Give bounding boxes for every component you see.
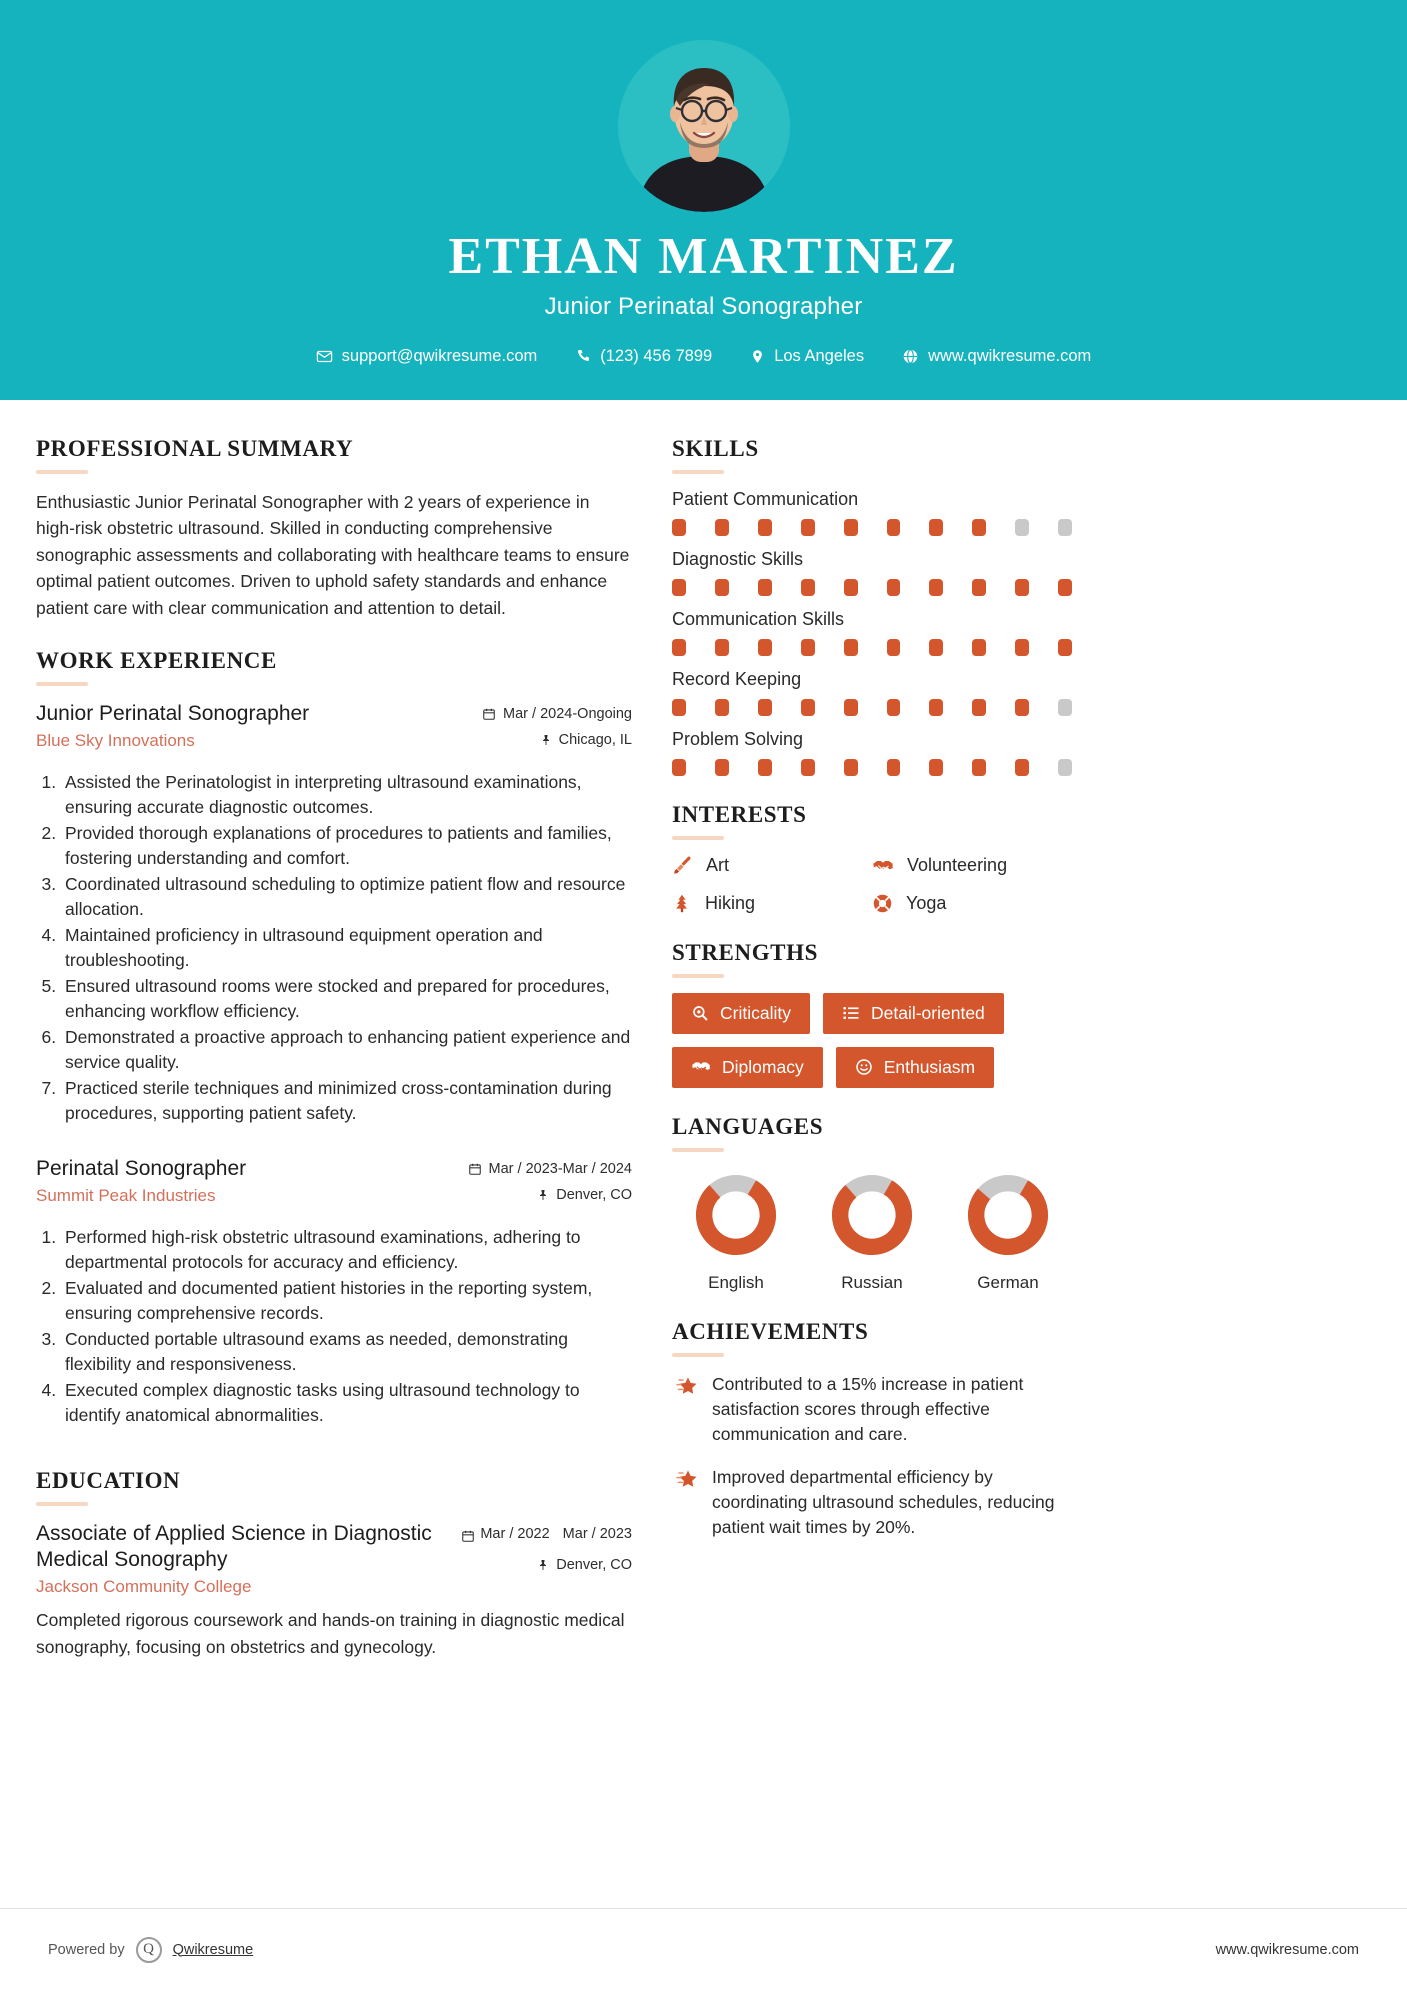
skill-dot	[1015, 759, 1029, 776]
footer-url: www.qwikresume.com	[1215, 1941, 1359, 1958]
skill-dot	[758, 519, 772, 536]
experience-entry	[36, 1156, 632, 1428]
skill-dot	[715, 639, 729, 656]
education-entry	[36, 1521, 632, 1660]
job-dates	[457, 706, 632, 722]
language-item	[948, 1173, 1068, 1293]
job-bullet: 1. Performed high-risk obstetric ultrasound examinations, adhering to departmental protocols for accuracy and efficiency.	[61, 1225, 632, 1275]
education-date-start: Mar / 2022	[480, 1525, 550, 1542]
powered-by-block	[48, 1937, 253, 1963]
skill-dot	[929, 639, 943, 656]
globe-icon	[902, 348, 919, 365]
job-location	[457, 1187, 632, 1203]
skill-label: Communication Skills	[672, 608, 845, 629]
section-achievements	[672, 1319, 1072, 1541]
list-icon	[842, 1004, 860, 1022]
skill-item	[672, 489, 1072, 536]
job-dates-text: Mar / 2024-Ongoing	[503, 705, 632, 722]
left-column	[36, 436, 632, 1686]
job-bullet: 6. Demonstrated a proactive approach to enhancing patient experience and service quality.	[61, 1025, 632, 1075]
job-bullets	[36, 1225, 632, 1428]
language-item	[812, 1173, 932, 1293]
skill-rating	[672, 639, 1072, 656]
skill-rating	[672, 519, 1072, 536]
job-location-text: Chicago, IL	[558, 731, 632, 748]
skill-dot	[672, 759, 686, 776]
skill-dot	[972, 639, 986, 656]
skill-dot	[972, 759, 986, 776]
strength-label: Diplomacy	[722, 1056, 804, 1077]
skill-dot	[844, 639, 858, 656]
section-interests	[672, 802, 1072, 914]
handshake-icon	[691, 1057, 711, 1077]
section-title-skills: SKILLS	[672, 435, 759, 461]
skill-dot	[887, 699, 901, 716]
strength-label: Detail-oriented	[870, 1002, 985, 1023]
section-rule	[36, 470, 88, 474]
skill-item	[672, 549, 1072, 596]
section-rule	[36, 682, 88, 686]
skill-rating	[672, 579, 1072, 596]
section-title-experience: WORK EXPERIENCE	[36, 647, 277, 673]
contact-location-text: Los Angeles	[774, 346, 865, 365]
paintbrush-icon	[672, 855, 693, 876]
phone-icon	[575, 348, 591, 364]
section-title-interests: INTERESTS	[672, 801, 807, 827]
skill-dot	[972, 519, 986, 536]
skill-dot	[1058, 759, 1072, 776]
right-column	[672, 436, 1072, 1567]
skill-dot	[844, 519, 858, 536]
experience-entry	[36, 701, 632, 1126]
star-icon	[672, 1468, 698, 1492]
language-donut-chart	[966, 1173, 1050, 1257]
contact-phone[interactable]	[556, 347, 731, 366]
skill-label: Record Keeping	[672, 668, 802, 689]
interest-item	[672, 855, 872, 877]
calendar-icon	[468, 1162, 482, 1176]
skill-item	[672, 669, 1072, 716]
section-rule	[672, 470, 724, 474]
skill-dot	[715, 699, 729, 716]
skill-dot	[801, 639, 815, 656]
skill-dot	[801, 699, 815, 716]
interest-label: Yoga	[906, 892, 947, 913]
skill-dot	[1058, 519, 1072, 536]
job-bullet: 4. Executed complex diagnostic tasks using ultrasound technology to identify anatomical abnormalities.	[61, 1378, 632, 1428]
job-bullet: 2. Evaluated and documented patient histories in the reporting system, ensuring comprehensive records.	[61, 1276, 632, 1326]
skill-dot	[715, 579, 729, 596]
skill-dot	[672, 519, 686, 536]
job-bullet: 3. Conducted portable ultrasound exams as needed, demonstrating flexibility and responsiveness.	[61, 1327, 632, 1377]
portrait-photo-icon	[618, 40, 790, 212]
section-strengths	[672, 940, 1072, 1088]
tree-icon	[672, 893, 692, 914]
section-title-summary: PROFESSIONAL SUMMARY	[36, 435, 354, 461]
skill-dot	[887, 759, 901, 776]
skill-dot	[715, 519, 729, 536]
skill-dot	[972, 699, 986, 716]
skill-dot	[758, 579, 772, 596]
interests-grid	[672, 855, 1072, 914]
strength-label: Criticality	[720, 1002, 791, 1023]
skill-dot	[801, 579, 815, 596]
skill-dot	[1058, 579, 1072, 596]
language-label: Russian	[841, 1272, 903, 1292]
interest-label: Art	[706, 855, 730, 876]
job-company: Blue Sky Innovations	[36, 730, 195, 750]
summary-text: Enthusiastic Junior Perinatal Sonographer with 2 years of experience in high-risk obstetric ultrasound. Skilled in conducting comprehensive sonographic assessments and collaborating with healthcare teams to ensure optimal patient outcomes. Driven to uphold safety standards and enhance patient care with clear communication and attention to detail.	[36, 491, 630, 618]
qwikresume-link[interactable]: Qwikresume	[172, 1941, 254, 1958]
section-professional-summary	[36, 436, 632, 622]
handshake-icon	[872, 855, 894, 877]
job-bullet: 3. Coordinated ultrasound scheduling to optimize patient flow and resource allocation.	[61, 872, 632, 922]
contact-website[interactable]	[883, 347, 1110, 366]
search-icon	[691, 1004, 709, 1022]
skill-dot	[801, 759, 815, 776]
section-rule	[672, 974, 724, 978]
education-date-end: Mar / 2023	[562, 1525, 632, 1542]
education-location	[457, 1557, 632, 1573]
languages-list	[672, 1167, 1072, 1293]
job-role-subtitle: Junior Perinatal Sonographer	[544, 292, 863, 320]
job-location-text: Denver, CO	[556, 1186, 632, 1203]
contact-phone-text: (123) 456 7899	[600, 346, 713, 365]
section-title-strengths: STRENGTHS	[672, 939, 819, 965]
language-donut-chart	[830, 1173, 914, 1257]
section-work-experience	[36, 648, 632, 1428]
skill-dot	[672, 579, 686, 596]
interest-label: Hiking	[705, 892, 756, 913]
calendar-icon	[461, 1529, 475, 1543]
job-location	[457, 732, 632, 748]
skill-dot	[929, 519, 943, 536]
skill-dot	[758, 699, 772, 716]
skill-dot	[887, 519, 901, 536]
pin-icon	[537, 1188, 549, 1202]
section-title-achievements: ACHIEVEMENTS	[672, 1318, 869, 1344]
job-bullet: 4. Maintained proficiency in ultrasound equipment operation and troubleshooting.	[61, 923, 632, 973]
skill-dot	[1015, 519, 1029, 536]
strength-tag-criticality	[672, 993, 810, 1034]
skill-dot	[758, 639, 772, 656]
achievement-item	[672, 1465, 1072, 1541]
education-description: Completed rigorous coursework and hands-on training in diagnostic medical sonography, focusing on obstetrics and gynecology.	[36, 1610, 625, 1657]
strength-tag-detail-oriented	[823, 993, 1004, 1034]
strength-tag-enthusiasm	[836, 1047, 994, 1088]
skill-dot	[887, 639, 901, 656]
skill-dot	[929, 759, 943, 776]
skill-dot	[972, 579, 986, 596]
job-company: Summit Peak Industries	[36, 1186, 216, 1206]
skill-dot	[929, 579, 943, 596]
pin-icon	[537, 1558, 549, 1572]
skill-dot	[844, 579, 858, 596]
section-rule	[36, 1502, 88, 1506]
resume-body	[0, 400, 1407, 1686]
section-rule	[672, 1353, 724, 1357]
interest-item	[672, 893, 872, 914]
skill-rating	[672, 699, 1072, 716]
interest-item	[872, 855, 1072, 877]
section-title-education: EDUCATION	[36, 1467, 181, 1493]
achievement-text: Improved departmental efficiency by coordinating ultrasound schedules, reducing patient wait times by 20%.	[712, 1466, 1055, 1538]
skill-dot	[1015, 699, 1029, 716]
skill-dot	[1058, 639, 1072, 656]
job-bullet: 7. Practiced sterile techniques and minimized cross-contamination during procedures, supporting patient safety.	[61, 1076, 632, 1126]
achievement-text: Contributed to a 15% increase in patient satisfaction scores through effective communication and care.	[712, 1373, 1024, 1445]
section-languages	[672, 1114, 1072, 1293]
job-dates	[457, 1161, 632, 1177]
language-donut-chart	[694, 1173, 778, 1257]
lifebuoy-icon	[872, 893, 893, 914]
language-label: English	[708, 1272, 764, 1292]
education-dates	[457, 1526, 632, 1543]
pin-icon	[540, 733, 552, 747]
calendar-icon	[482, 707, 496, 721]
skill-dot	[1058, 699, 1072, 716]
powered-by-label: Powered by	[48, 1941, 125, 1958]
interest-label: Volunteering	[907, 855, 1008, 876]
location-icon	[750, 348, 765, 365]
skill-dot	[1015, 639, 1029, 656]
section-rule	[672, 836, 724, 840]
skill-label: Problem Solving	[672, 728, 804, 749]
contact-bar	[0, 347, 1407, 366]
education-degree: Associate of Applied Science in Diagnostic Medical Sonography	[36, 1521, 432, 1572]
section-rule	[672, 1148, 724, 1152]
skill-dot	[801, 519, 815, 536]
skill-dot	[844, 699, 858, 716]
section-education	[36, 1468, 632, 1660]
skill-label: Diagnostic Skills	[672, 548, 804, 569]
contact-location[interactable]	[731, 347, 883, 366]
job-bullet: 5. Ensured ultrasound rooms were stocked and prepared for procedures, enhancing workflow efficiency.	[61, 974, 632, 1024]
skill-dot	[887, 579, 901, 596]
achievement-item	[672, 1372, 1072, 1448]
job-title: Junior Perinatal Sonographer	[36, 701, 310, 725]
interest-item	[872, 893, 1072, 914]
job-dates-text: Mar / 2023-Mar / 2024	[488, 1160, 632, 1177]
skill-dot	[1015, 579, 1029, 596]
job-bullet: 2. Provided thorough explanations of procedures to patients and families, fostering understanding and comfort.	[61, 821, 632, 871]
skill-dot	[758, 759, 772, 776]
skill-dot	[929, 699, 943, 716]
skill-item	[672, 729, 1072, 776]
strength-label: Enthusiasm	[883, 1056, 976, 1077]
section-title-languages: LANGUAGES	[672, 1113, 824, 1139]
star-icon	[672, 1375, 698, 1399]
skill-dot	[672, 699, 686, 716]
language-label: German	[977, 1272, 1039, 1292]
contact-website-text: www.qwikresume.com	[928, 346, 1092, 365]
skill-item	[672, 609, 1072, 656]
page-title: ETHAN MARTINEZ	[448, 228, 959, 285]
contact-email-text: support@qwikresume.com	[341, 346, 538, 365]
job-bullet: 1. Assisted the Perinatologist in interpreting ultrasound examinations, ensuring accurate diagnostic outcomes.	[61, 770, 632, 820]
skill-dot	[844, 759, 858, 776]
skill-rating	[672, 759, 1072, 776]
job-title: Perinatal Sonographer	[36, 1156, 247, 1180]
job-bullets	[36, 770, 632, 1126]
language-item	[676, 1173, 796, 1293]
page-footer	[0, 1908, 1407, 1990]
email-icon	[316, 348, 333, 365]
avatar	[618, 40, 790, 212]
education-school: Jackson Community College	[36, 1577, 252, 1597]
strength-tag-diplomacy	[672, 1047, 823, 1088]
smiley-icon	[855, 1058, 873, 1076]
qwikresume-logo-icon: Q	[136, 1937, 162, 1963]
skill-dot	[715, 759, 729, 776]
section-skills	[672, 436, 1072, 776]
contact-email[interactable]	[297, 347, 557, 366]
strengths-list	[672, 993, 1072, 1088]
resume-header	[0, 0, 1407, 400]
skill-dot	[672, 639, 686, 656]
education-location-text: Denver, CO	[556, 1556, 632, 1573]
skill-label: Patient Communication	[672, 488, 859, 509]
